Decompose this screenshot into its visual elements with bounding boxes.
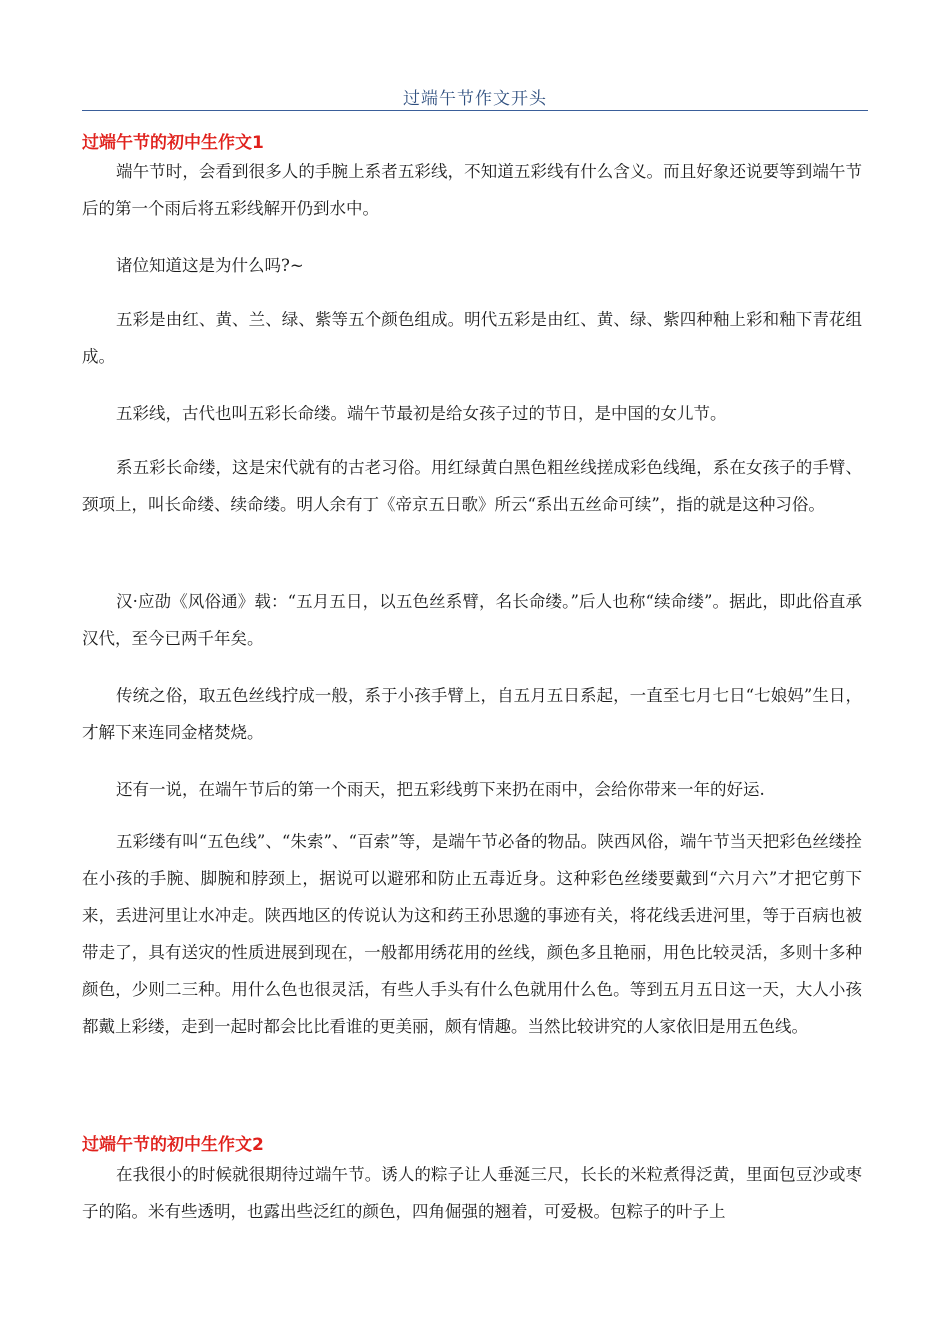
paragraph: 五彩线，古代也叫五彩长命缕。端午节最初是给女孩子过的节日，是中国的女儿节。 bbox=[116, 404, 727, 423]
paragraph: 传统之俗，取五色丝线拧成一般，系于小孩手臂上，自五月五日系起，一直至七月七日“七娘妈”生日，才解下来连同金楮焚烧。 bbox=[82, 686, 862, 742]
paragraph: 五彩是由红、黄、兰、绿、紫等五个颜色组成。明代五彩是由红、黄、绿、紫四种釉上彩和釉下青花组成。 bbox=[82, 310, 862, 366]
paragraph: 系五彩长命缕，这是宋代就有的古老习俗。用红绿黄白黑色粗丝线搓成彩色线绳，系在女孩子的手臂、颈项上，叫长命缕、续命缕。明人余有丁《帝京五日歌》所云“系出五丝命可续”，指的就是这种习俗。 bbox=[82, 458, 862, 514]
section-heading-1: 过端午节的初中生作文1 bbox=[82, 133, 264, 153]
paragraph: 还有一说，在端午节后的第一个雨天，把五彩线剪下来扔在雨中，会给你带来一年的好运. bbox=[116, 780, 765, 799]
paragraph: 汉·应劭《风俗通》载：“五月五日，以五色丝系臂，名长命缕。”后人也称“续命缕”。据此，即此俗直承汉代，至今已两千年矣。 bbox=[82, 592, 862, 648]
section-heading-2: 过端午节的初中生作文2 bbox=[82, 1135, 264, 1155]
paragraph: 五彩缕有叫“五色线”、“朱索”、“百索”等，是端午节必备的物品。陕西风俗，端午节当天把彩色丝缕拴在小孩的手腕、脚腕和脖颈上，据说可以避邪和防止五毒近身。这种彩色丝缕要戴到“六月六”才把它剪下来，丢进河里让水冲走。陕西地区的传说认为这和药王孙思邈的事迹有关，将花线丢进河里，等于百病也被带走了，具有送灾的性质进展到现在，一般都用绣花用的丝线，颜色多且艳丽，用色比较灵活，多则十多种颜色，少则二三种。用什么色也很灵活，有些人手头有什么色就用什么色。等到五月五日这一天，大人小孩都戴上彩缕，走到一起时都会比比看谁的更美丽，颇有情趣。当然比较讲究的人家依旧是用五色线。 bbox=[82, 832, 862, 1036]
header-divider bbox=[82, 110, 868, 111]
paragraph: 端午节时，会看到很多人的手腕上系者五彩线，不知道五彩线有什么含义。而且好象还说要等到端午节后的第一个雨后将五彩线解开仍到水中。 bbox=[82, 162, 862, 218]
paragraph: 诸位知道这是为什么吗?~ bbox=[116, 256, 304, 275]
page-header-title: 过端午节作文开头 bbox=[403, 89, 547, 109]
paragraph: 在我很小的时候就很期待过端午节。诱人的粽子让人垂涎三尺，长长的米粒煮得泛黄，里面包豆沙或枣子的陷。米有些透明，也露出些泛红的颜色，四角倔强的翘着，可爱极。包粽子的叶子上 bbox=[82, 1165, 862, 1221]
